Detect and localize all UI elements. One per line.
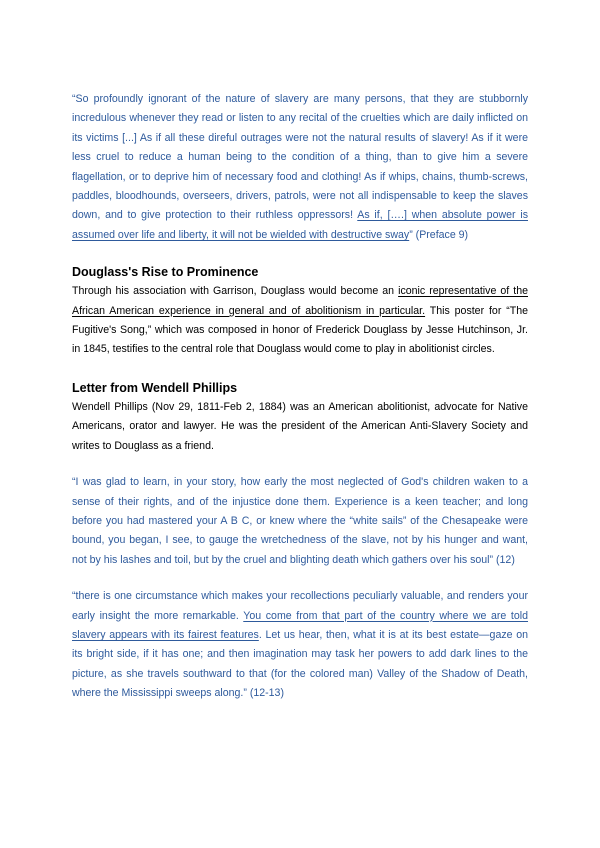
- phillips-bio-paragraph: Wendell Phillips (Nov 29, 1811-Feb 2, 1884) was an American abolitionist, advocate for Native Americans, orator and lawyer. He was the president of the American Anti-Slavery Society and writes to Douglass as a friend.: [72, 400, 528, 452]
- phillips-quote-two-end: . Let us hear, then, what it is at its best estate—gaze on its bright side, if it has one; and then imagination may task her powers to add dark lines to the picture, as she travels southward to that (for the colored man) Valley of the Shadow of Death, where the Mississippi sweeps along.” (12-13): [72, 628, 528, 700]
- prominence-paragraph: [72, 282, 528, 360]
- preface-quote-underlined: As if, [….] when absolute power is assumed over life and liberty, it will not be wielded with destructive sway: [72, 209, 528, 241]
- prominence-underlined: iconic representative of the African American experience in general and of abolitionism in particular.: [72, 285, 528, 317]
- preface-quote: [72, 90, 528, 245]
- preface-quote-text: “So profoundly ignorant of the nature of slavery are many persons, that they are stubbornly incredulous whenever they read or listen to any recital of the cruelties which are daily inflicted on its victims [...] As if all these direful outrages were not the natural results of slavery! As if it were less cruel to reduce a human being to the condition of a thing, than to give him a severe flagellation, or to deprive him of necessary food and clothing! As if whips, chains, thumb-screws, paddles, bloodhounds, overseers, drivers, patrols, were not all indispensable to keep the slaves down, and to give protection to their ruthless oppressors!: [72, 93, 528, 222]
- preface-quote-citation: ” (Preface 9): [409, 228, 469, 241]
- section-heading-phillips-letter: Letter from Wendell Phillips: [72, 380, 238, 395]
- document-page: [72, 90, 528, 704]
- phillips-quote-two-underlined: You come from that part of the country where we are told slavery appears with its fairest features: [72, 609, 529, 641]
- phillips-quote-two: [72, 587, 528, 703]
- phillips-quote-one: “I was glad to learn, in your story, how early the most neglected of God's children waken to a sense of their rights, and of the injustice done them. Experience is a keen teacher; and long before you had mastered your A B C, or knew where the “white sails” of the Chesapeake were bound, you began, I see, to gauge the wretchedness of the slave, not by his hunger and want, not by his lashes and toil, but by the cruel and blighting death which gathers over his soul” (12): [72, 476, 528, 566]
- phillips-quote-two-start: “there is one circumstance which makes your recollections peculiarly valuable, and renders your early insight the more remarkable.: [72, 590, 528, 622]
- prominence-text-start: Through his association with Garrison, Douglass would become an: [72, 285, 399, 298]
- section-heading-prominence: Douglass's Rise to Prominence: [72, 265, 259, 280]
- prominence-text-end: This poster for “The Fugitive's Song,” which was composed in honor of Frederick Douglass by Jesse Hutchinson, Jr. in 1845, testifies to the central role that Douglass would come to play in abolitionist circles.: [72, 304, 529, 356]
